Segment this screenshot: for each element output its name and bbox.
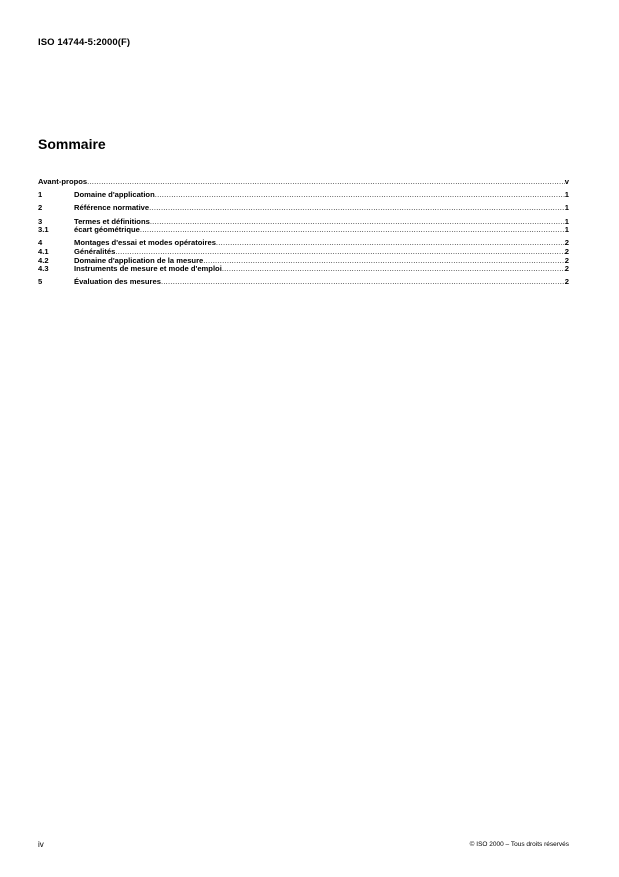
toc-leader-dots (150, 218, 565, 227)
toc-leader-dots (216, 239, 565, 248)
toc-entry-2[interactable] (38, 204, 569, 213)
toc-entry-text: Avant-propos (38, 177, 88, 186)
toc-entry-text: Termes et définitions (74, 216, 150, 226)
toc-entry-5[interactable] (38, 278, 569, 287)
toc-entry-avant-propos[interactable] (38, 178, 569, 187)
toc-entry-text: écart géométrique (74, 225, 140, 235)
toc-entry-number: 3 (38, 216, 43, 226)
toc-entry-page: 1 (564, 190, 569, 200)
toc-entry-text: Domaine d'application (74, 190, 155, 200)
toc-entry-text: Montages d'essai et modes opératoires (74, 238, 216, 248)
toc-entry-text: Évaluation des mesures (74, 277, 161, 287)
toc-entry-4-3[interactable] (38, 265, 569, 274)
toc-entry-text: Référence normative (74, 203, 150, 213)
toc-entry-text: Instruments de mesure et mode d'emploi (74, 264, 222, 274)
toc-leader-dots (155, 191, 565, 200)
toc-entry-page: 2 (564, 238, 569, 248)
table-of-contents (38, 178, 569, 287)
toc-title: Sommaire (38, 136, 106, 152)
toc-entry-page: 2 (564, 246, 569, 256)
toc-leader-dots (203, 257, 565, 266)
toc-entry-page: 2 (564, 255, 569, 265)
toc-entry-number: 2 (38, 203, 43, 213)
toc-entry-3-1[interactable] (38, 226, 569, 235)
toc-entry-page: 2 (564, 264, 569, 274)
toc-entry-text: Généralités (74, 246, 116, 256)
document-identifier: ISO 14744-5:2000(F) (38, 37, 131, 48)
toc-leader-dots (140, 226, 565, 235)
footer-page-number: iv (38, 840, 44, 849)
toc-entry-page: 1 (564, 216, 569, 226)
toc-entry-1[interactable] (38, 191, 569, 200)
toc-entry-number: 1 (38, 190, 43, 200)
toc-entry-number: 5 (38, 277, 43, 287)
toc-entry-number: 4 (38, 238, 43, 248)
footer-copyright: © ISO 2000 – Tous droits réservés (469, 841, 569, 848)
toc-entry-number: 4.1 (38, 246, 49, 256)
toc-entry-page: v (564, 177, 569, 186)
toc-entry-number: 4.3 (38, 264, 49, 274)
toc-entry-4[interactable] (38, 239, 569, 248)
toc-entry-page: 1 (564, 225, 569, 235)
toc-entry-number: 3.1 (38, 225, 49, 235)
toc-entry-text: Domaine d'application de la mesure (74, 255, 204, 265)
toc-entry-page: 1 (564, 203, 569, 213)
toc-entry-number: 4.2 (38, 255, 49, 265)
toc-leader-dots (149, 204, 565, 213)
toc-leader-dots (87, 178, 565, 187)
toc-leader-dots (161, 278, 565, 287)
toc-leader-dots (222, 265, 565, 274)
toc-entry-page: 2 (564, 277, 569, 287)
